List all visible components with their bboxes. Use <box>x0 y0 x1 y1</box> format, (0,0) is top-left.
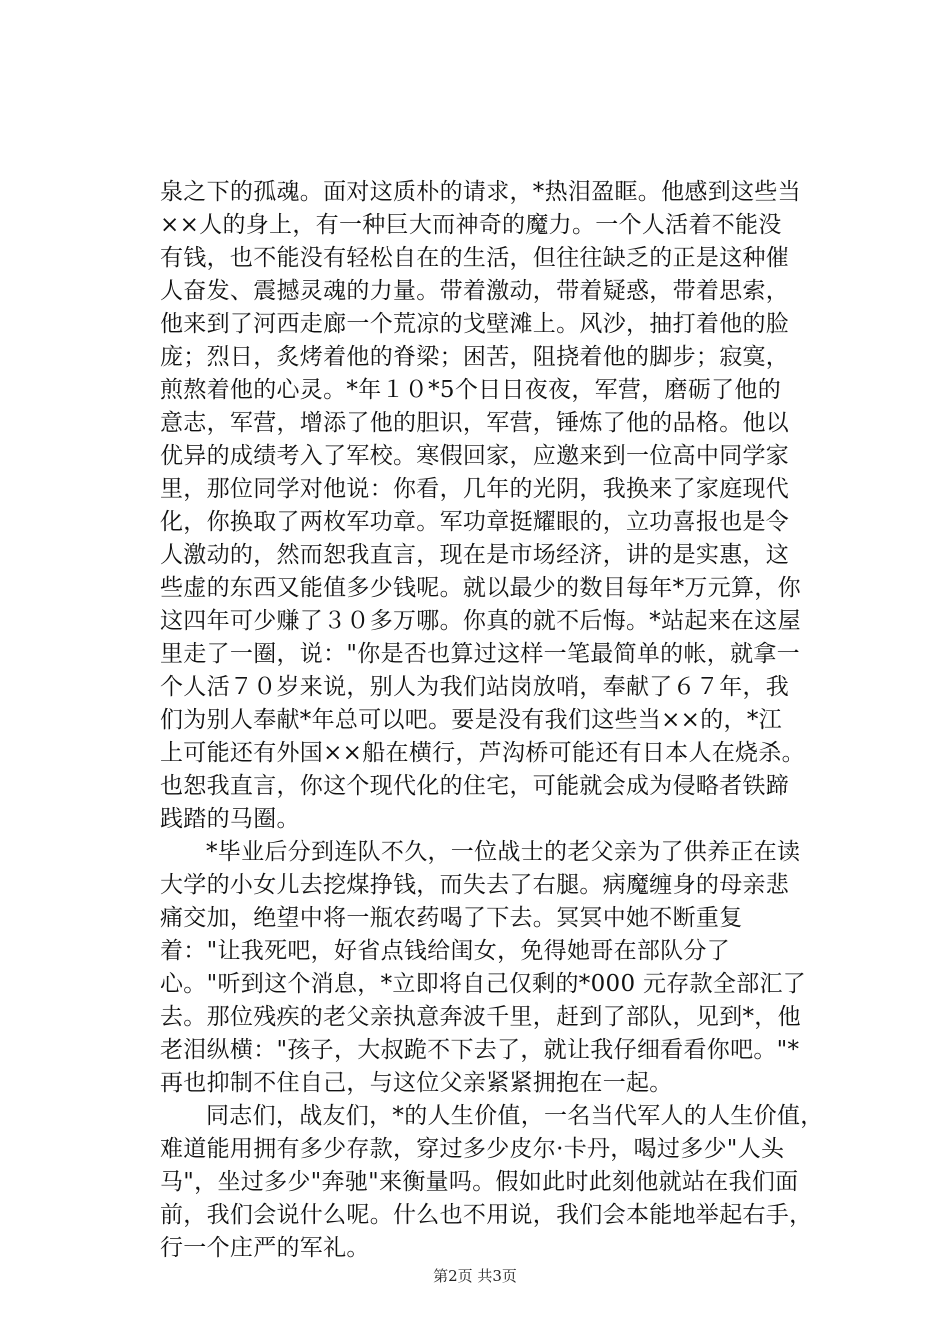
text-line: 煎熬着他的心灵。*年１０*5个日日夜夜，军营，磨砺了他的 <box>160 377 782 403</box>
text-line: ××人的身上，有一种巨大而神奇的魔力。一个人活着不能没 <box>160 212 782 238</box>
text-line: 人奋发、震撼灵魂的力量。带着激动，带着疑惑，带着思索， <box>160 278 790 304</box>
text-line: 有钱，也不能没有轻松自在的生活，但往往缺乏的正是这种催 <box>160 245 790 271</box>
text-line: 痛交加，绝望中将一瓶农药喝了下去。冥冥中她不断重复 <box>160 905 743 931</box>
text-line: 里走了一圈，说："你是否也算过这样一笔最简单的帐，就拿一 <box>160 641 800 667</box>
text-line: 优异的成绩考入了军校。寒假回家，应邀来到一位高中同学家 <box>160 443 790 469</box>
text-line: 意志，军营，增添了他的胆识，军营，锤炼了他的品格。他以 <box>160 410 790 436</box>
text-line: 化，你换取了两枚军功章。军功章挺耀眼的，立功喜报也是令 <box>160 509 790 535</box>
text-line: 大学的小女儿去挖煤挣钱，而失去了右腿。病魔缠身的母亲悲 <box>160 872 790 898</box>
paragraph-1 <box>160 176 836 836</box>
text-line: *毕业后分到连队不久，一位战士的老父亲为了供养正在读 <box>206 839 801 865</box>
text-line: 难道能用拥有多少存款，穿过多少皮尔·卡丹，喝过多少"人头 <box>160 1136 785 1162</box>
text-line: 着："让我死吧，好省点钱给闺女，免得她哥在部队分了 <box>160 938 731 964</box>
text-line: 泉之下的孤魂。面对这质朴的请求，*热泪盈眶。他感到这些当 <box>160 179 801 205</box>
text-line: 们为别人奉献*年总可以吧。要是没有我们这些当××的，*江 <box>160 707 782 733</box>
text-line: 些虚的东西又能值多少钱呢。就以最少的数目每年*万元算，你 <box>160 575 801 601</box>
text-line: 庞；烈日，炙烤着他的脊梁；困苦，阻挠着他的脚步；寂寞， <box>160 344 790 370</box>
text-line: 前，我们会说什么呢。什么也不用说，我们会本能地举起右手， <box>160 1202 813 1228</box>
text-line: 马"，坐过多少"奔驰"来衡量吗。假如此时此刻他就站在我们面 <box>160 1169 799 1195</box>
text-line: 上可能还有外国××船在横行，芦沟桥可能还有日本人在烧杀。 <box>160 740 805 766</box>
text-line: 人激动的，然而恕我直言，现在是市场经济，讲的是实惠，这 <box>160 542 790 568</box>
paragraph-2 <box>160 836 836 1100</box>
text-line: 老泪纵横："孩子，大叔跪不下去了，就让我仔细看看你吧。"* <box>160 1037 800 1063</box>
text-line: 也恕我直言，你这个现代化的住宅，可能就会成为侵略者铁蹄 <box>160 773 790 799</box>
text-line: 去。那位残疾的老父亲执意奔波千里，赶到了部队，见到*，他 <box>160 1004 801 1030</box>
document-body <box>160 176 836 1265</box>
text-line: 这四年可少赚了３０多万哪。你真的就不后悔。*站起来在这屋 <box>160 608 801 634</box>
paragraph-3 <box>160 1100 836 1265</box>
text-line: 践踏的马圈。 <box>160 806 300 832</box>
page-footer: 第2页 共3页 <box>433 1267 517 1285</box>
text-line: 行一个庄严的军礼。 <box>160 1235 370 1261</box>
text-line: 心。"听到这个消息，*立即将自己仅剩的*000 元存款全部汇了 <box>160 971 807 997</box>
text-line: 同志们，战友们，*的人生价值，一名当代军人的人生价值， <box>206 1103 824 1129</box>
text-line: 再也抑制不住自己，与这位父亲紧紧拥抱在一起。 <box>160 1070 673 1096</box>
text-line: 他来到了河西走廊一个荒凉的戈壁滩上。风沙，抽打着他的脸 <box>160 311 790 337</box>
text-line: 个人活７０岁来说，别人为我们站岗放哨，奉献了６７年，我 <box>160 674 790 700</box>
text-line: 里，那位同学对他说：你看，几年的光阴，我换来了家庭现代 <box>160 476 790 502</box>
